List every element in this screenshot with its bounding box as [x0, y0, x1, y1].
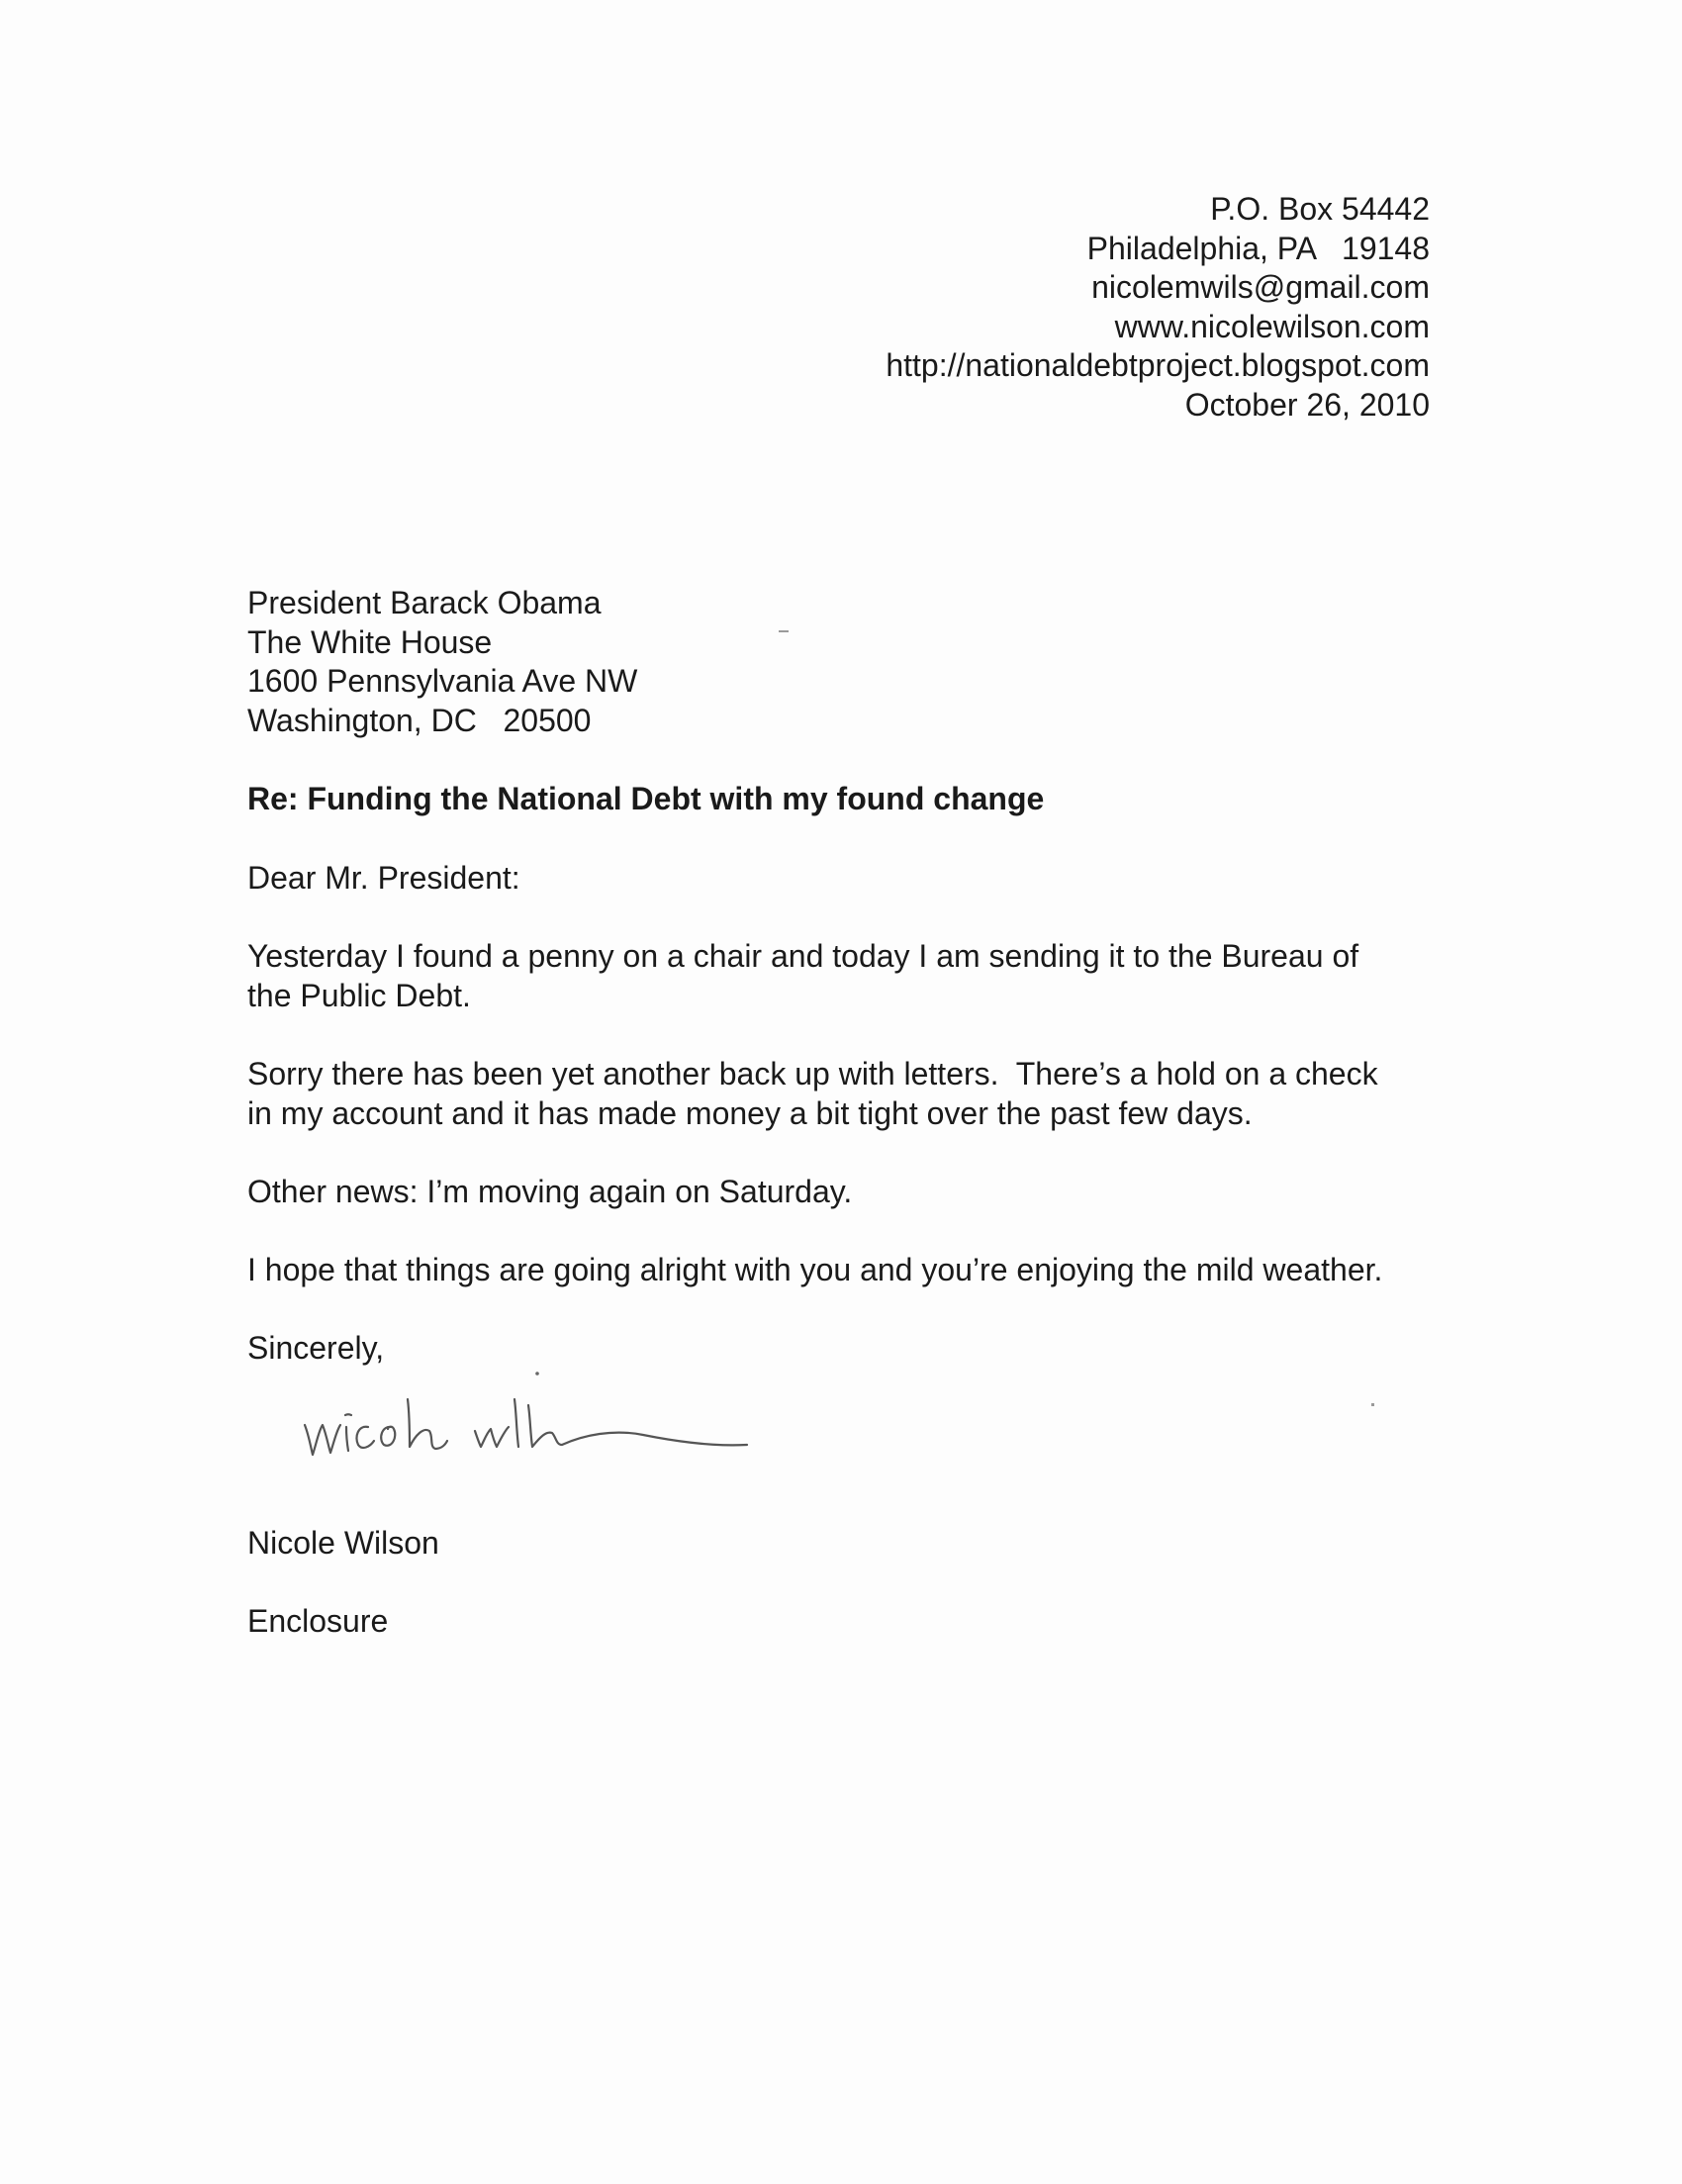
- enclosure-notation: Enclosure: [247, 1603, 389, 1639]
- sender-email: nicolemwils@gmail.com: [1091, 269, 1430, 305]
- body-paragraph-1-line-1: Yesterday I found a penny on a chair and today I am sending it to the Bureau of: [247, 938, 1359, 974]
- body-paragraph-1-line-2: the Public Debt.: [247, 977, 471, 1013]
- signer-name: Nicole Wilson: [247, 1525, 439, 1561]
- letter-date: October 26, 2010: [1184, 386, 1430, 423]
- sender-address-line1: P.O. Box 54442: [1210, 191, 1430, 227]
- body-paragraph-2: [247, 1055, 1378, 1133]
- closing: Sincerely,: [247, 1330, 385, 1366]
- recipient-city-state-zip: Washington, DC 20500: [247, 702, 592, 738]
- recipient-street: 1600 Pennsylvania Ave NW: [247, 663, 638, 699]
- salutation: Dear Mr. President:: [247, 860, 520, 896]
- recipient-organization: The White House: [247, 623, 493, 660]
- recipient-address-block: [247, 584, 637, 740]
- sender-website: www.nicolewilson.com: [1114, 308, 1430, 344]
- body-paragraph-2-line-2: in my account and it has made money a bit tight over the past few days.: [247, 1094, 1253, 1131]
- body-paragraph-4: I hope that things are going alright with you and you’re enjoying the mild weather.: [247, 1252, 1383, 1287]
- scan-speck: [779, 630, 789, 632]
- scan-speck: [1371, 1403, 1374, 1406]
- sender-address-line2: Philadelphia, PA 19148: [1086, 230, 1430, 266]
- body-paragraph-2-line-1: Sorry there has been yet another back up with letters. There’s a hold on a check: [247, 1056, 1378, 1092]
- handwritten-signature: [297, 1366, 752, 1474]
- body-paragraph-1: [247, 937, 1358, 1015]
- subject-line: Re: Funding the National Debt with my found change: [247, 781, 1045, 816]
- sender-blog: http://nationaldebtproject.blogspot.com: [886, 347, 1430, 383]
- sender-address-block: [886, 190, 1430, 425]
- recipient-name: President Barack Obama: [247, 585, 602, 620]
- body-paragraph-3: Other news: I’m moving again on Saturday.: [247, 1174, 853, 1209]
